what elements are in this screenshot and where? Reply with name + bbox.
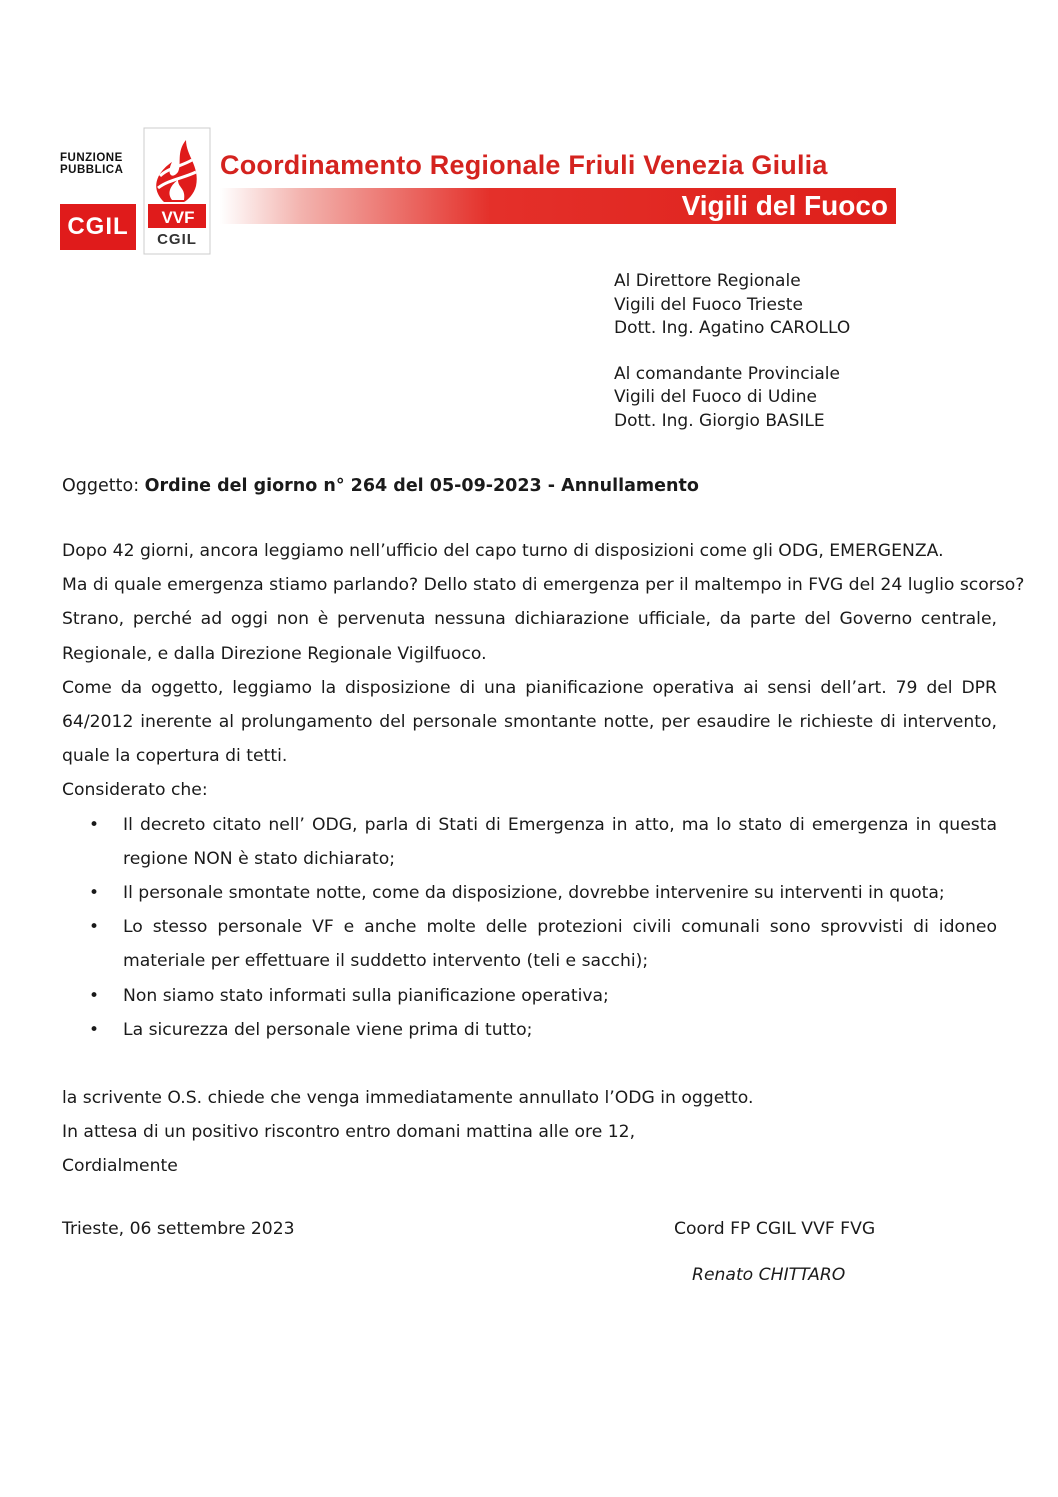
body-paragraph: Considerato che:	[62, 780, 208, 801]
place-date: Trieste, 06 settembre 2023	[62, 1219, 295, 1239]
bullet-icon: •	[89, 917, 100, 938]
bullet-icon: •	[89, 1019, 100, 1040]
closing	[62, 1081, 962, 1184]
body-paragraph: Strano, perché ad oggi non è pervenuta nessuna dichiarazione ufficiale, da parte del Governo centrale, Regionale, e dalla Direzione Regionale Vigilfuoco.	[62, 609, 997, 664]
signatory-name: Renato CHITTARO	[692, 1265, 846, 1285]
vvf-label: VVF	[161, 208, 195, 227]
fp-label-line2: PUBBLICA	[60, 164, 124, 176]
cgil-logo-box: CGIL	[60, 204, 136, 250]
header-red-bar	[220, 188, 896, 224]
recipient-line: Dott. Ing. Agatino CAROLLO	[614, 318, 851, 338]
body-paragraph: Come da oggetto, leggiamo la disposizione di una pianificazione operativa ai sensi dell’art. 79 del DPR 64/2012 inerente al prolungamento del personale smontante notte, per esaudire le richieste di intervento, quale la copertura di tetti.	[62, 677, 997, 767]
recipient-line: Vigili del Fuoco Trieste	[614, 294, 803, 315]
bullet-icon: •	[89, 985, 100, 1006]
fp-cgil-logo	[60, 152, 138, 250]
letterhead	[60, 126, 900, 258]
header-title: Coordinamento Regionale Friuli Venezia Giulia	[220, 150, 828, 180]
vvf-cgil-label: CGIL	[157, 231, 197, 248]
list-item	[62, 808, 997, 876]
bullet-icon: •	[89, 814, 100, 835]
bullet-icon: •	[89, 883, 100, 904]
list-item-text: La sicurezza del personale viene prima di tutto;	[123, 1019, 533, 1040]
recipient-director	[614, 270, 1034, 341]
closing-line: Cordialmente	[62, 1156, 178, 1177]
body-paragraph: Dopo 42 giorni, ancora leggiamo nell’ufficio del capo turno di disposizioni come gli ODG, EMERGENZA.	[62, 541, 944, 561]
recipient-commander	[614, 363, 1034, 434]
list-item-text: Lo stesso personale VF e anche molte delle protezioni civili comunali sono sprovvisti di idoneo materiale per effettuare il suddetto intervento (teli e sacchi);	[123, 917, 997, 972]
considerations-list	[62, 808, 997, 1047]
closing-line: la scrivente O.S. chiede che venga immediatamente annullato l’ODG in oggetto.	[62, 1088, 754, 1108]
letter-body	[62, 534, 1025, 1047]
list-item	[62, 1013, 997, 1047]
list-item	[62, 876, 997, 910]
subject-label: Oggetto:	[62, 476, 140, 496]
subject-text: Ordine del giorno n° 264 del 05-09-2023 - Annullamento	[144, 476, 699, 496]
recipient-line: Al comandante Provinciale	[614, 363, 840, 384]
fp-label-line1: FUNZIONE	[60, 152, 123, 164]
recipient-line: Al Direttore Regionale	[614, 271, 801, 291]
signature-organization: Coord FP CGIL VVF FVG	[674, 1219, 876, 1239]
list-item-text: Non siamo stato informati sulla pianificazione operativa;	[123, 985, 609, 1006]
fp-label	[60, 152, 138, 176]
list-item	[62, 910, 997, 978]
closing-line: In attesa di un positivo riscontro entro domani mattina alle ore 12,	[62, 1122, 636, 1143]
body-paragraph: Ma di quale emergenza stiamo parlando? Dello stato di emergenza per il maltempo in FVG del 24 luglio scorso?	[62, 575, 1025, 596]
recipients	[614, 270, 1034, 455]
recipient-line: Vigili del Fuoco di Udine	[614, 387, 818, 407]
vvf-cgil-logo	[142, 126, 212, 256]
list-item-text: Il decreto citato nell’ ODG, parla di Stati di Emergenza in atto, ma lo stato di emergenza in questa regione NON è stato dichiarato;	[123, 814, 997, 869]
recipient-line: Dott. Ing. Giorgio BASILE	[614, 410, 825, 431]
subject-line	[62, 476, 699, 496]
list-item-text: Il personale smontate notte, come da disposizione, dovrebbe intervenire su interventi in quota;	[123, 883, 945, 904]
header-subtitle: Vigili del Fuoco	[681, 190, 888, 221]
list-item	[62, 979, 997, 1013]
